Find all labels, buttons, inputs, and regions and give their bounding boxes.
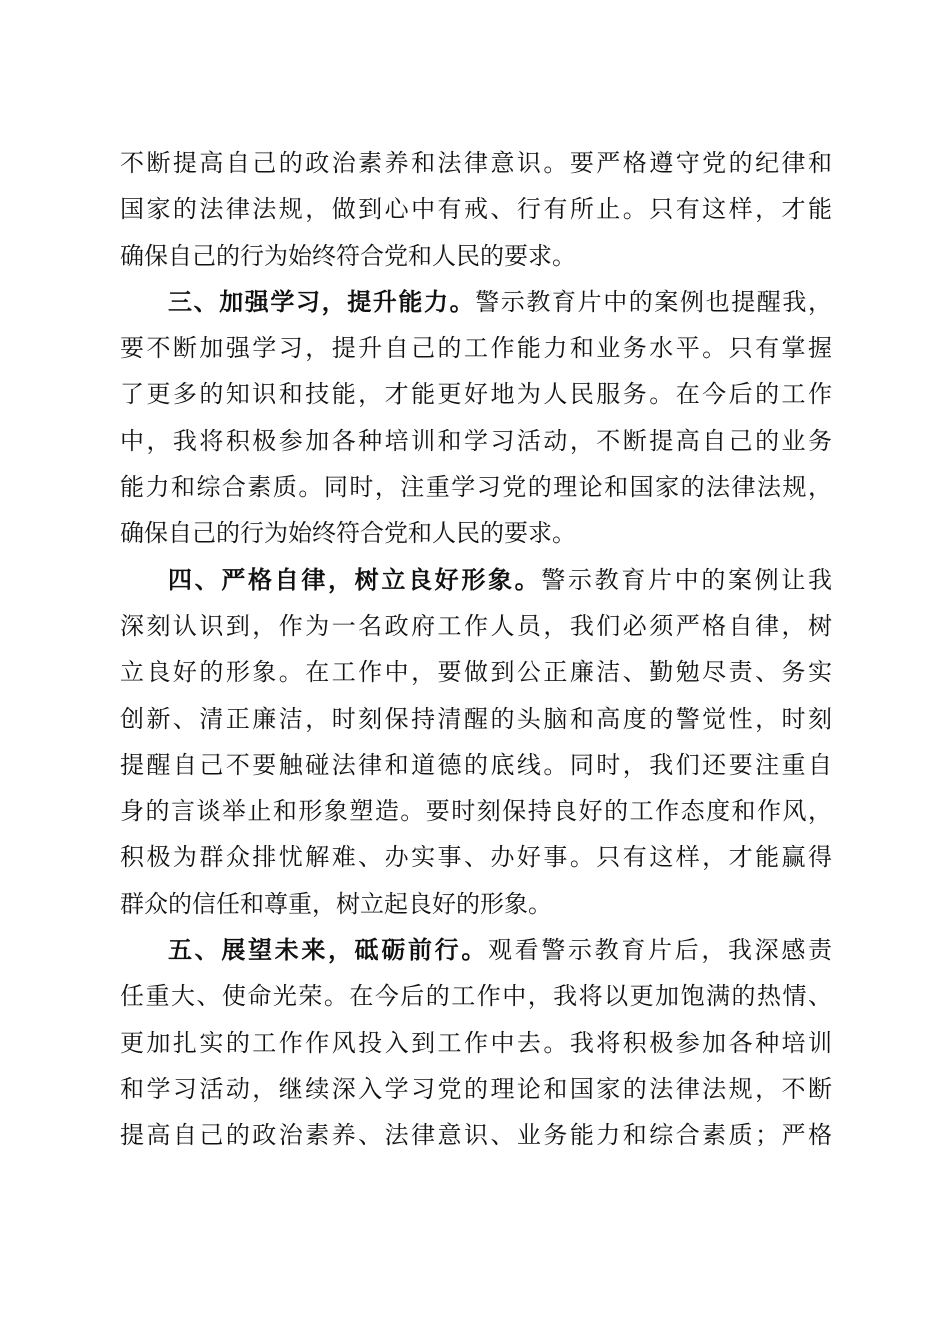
text-line: 了更多的知识和技能，才能更好地为人民服务。在今后的工作 bbox=[120, 380, 832, 409]
text-line: 国家的法律法规，做到心中有戒、行有所止。只有这样，才能 bbox=[120, 195, 832, 224]
section-heading: 五、展望未来，砥砺前行。 bbox=[168, 936, 488, 965]
text-line: 和学习活动，继续深入学习党的理论和国家的法律法规，不断 bbox=[120, 1074, 832, 1103]
text-line: 群众的信任和尊重，树立起良好的形象。 bbox=[120, 889, 552, 918]
text-line: 不断提高自己的政治素养和法律意识。要严格遵守党的纪律和 bbox=[120, 149, 832, 177]
section-heading-text: 警示教育片中的案例让我 bbox=[541, 565, 833, 594]
text-line: 创新、清正廉洁，时刻保持清醒的头脑和高度的警觉性，时刻 bbox=[120, 704, 832, 733]
text-line: 确保自己的行为始终符合党和人民的要求。 bbox=[120, 241, 576, 270]
section-heading: 四、严格自律，树立良好形象。 bbox=[168, 565, 542, 594]
section-heading-line bbox=[120, 557, 832, 603]
text-line: 身的言谈举止和形象塑造。要时刻保持良好的工作态度和作风， bbox=[120, 797, 832, 826]
text-line: 提高自己的政治素养、法律意识、业务能力和综合素质；严格 bbox=[120, 1121, 832, 1150]
text-line: 任重大、使命光荣。在今后的工作中，我将以更加饱满的热情、 bbox=[120, 982, 832, 1011]
section-heading-line bbox=[120, 279, 832, 325]
text-line: 中，我将积极参加各种培训和学习活动，不断提高自己的业务 bbox=[120, 426, 832, 455]
section-heading: 三、加强学习，提升能力。 bbox=[168, 287, 476, 316]
section-heading-text: 观看警示教育片后，我深感责 bbox=[488, 936, 832, 965]
text-line: 能力和综合素质。同时，注重学习党的理论和国家的法律法规， bbox=[120, 473, 832, 502]
text-line: 深刻认识到，作为一名政府工作人员，我们必须严格自律，树 bbox=[120, 611, 832, 640]
text-line: 确保自己的行为始终符合党和人民的要求。 bbox=[120, 519, 576, 548]
section-heading-text: 警示教育片中的案例也提醒我， bbox=[475, 287, 833, 316]
document-body bbox=[120, 140, 832, 1159]
text-line: 更加扎实的工作作风投入到工作中去。我将积极参加各种培训 bbox=[120, 1028, 832, 1057]
text-line: 立良好的形象。在工作中，要做到公正廉洁、勤勉尽责、务实 bbox=[120, 658, 832, 687]
text-line: 提醒自己不要触碰法律和道德的底线。同时，我们还要注重自 bbox=[120, 750, 832, 779]
text-line: 要不断加强学习，提升自己的工作能力和业务水平。只有掌握 bbox=[120, 334, 832, 363]
section-heading-line bbox=[120, 927, 832, 973]
text-line: 积极为群众排忧解难、办实事、办好事。只有这样，才能赢得 bbox=[120, 843, 832, 872]
